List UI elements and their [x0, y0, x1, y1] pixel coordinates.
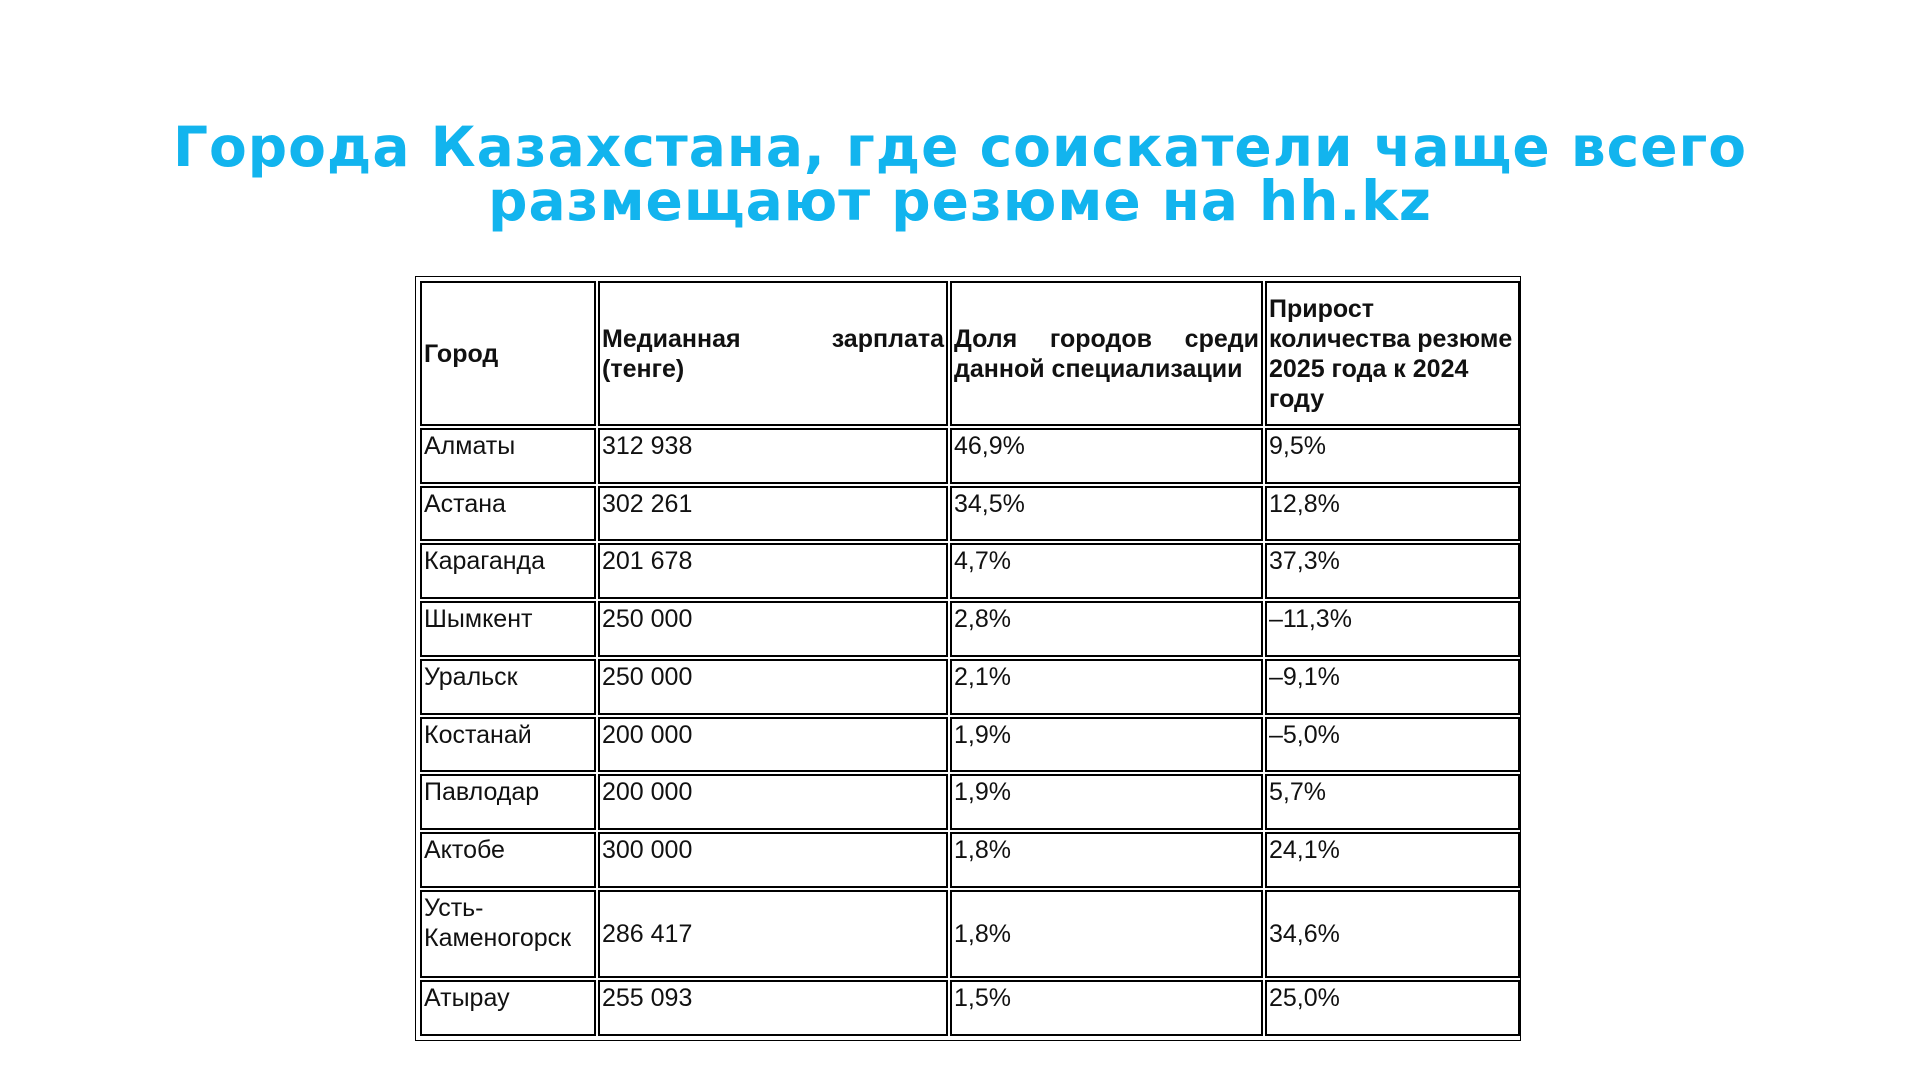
cell-share: 2,8%	[950, 601, 1263, 657]
cell-share: 2,1%	[950, 659, 1263, 715]
cell-salary: 302 261	[598, 486, 948, 542]
cell-salary: 250 000	[598, 601, 948, 657]
cell-city: Костанай	[420, 717, 596, 773]
table-row	[420, 890, 1520, 978]
cell-salary: 250 000	[598, 659, 948, 715]
cell-salary: 312 938	[598, 428, 948, 484]
cell-growth: 34,6%	[1265, 890, 1520, 978]
cell-growth: 25,0%	[1265, 980, 1520, 1036]
table-row	[420, 717, 1520, 773]
cell-growth: –5,0%	[1265, 717, 1520, 773]
cell-city: Уральск	[420, 659, 596, 715]
cell-salary: 286 417	[598, 890, 948, 978]
cities-table-frame	[415, 276, 1521, 1041]
cell-city: Астана	[420, 486, 596, 542]
cell-share: 1,9%	[950, 717, 1263, 773]
table-row	[420, 774, 1520, 830]
table-row	[420, 659, 1520, 715]
cell-city: Алматы	[420, 428, 596, 484]
cell-city: Актобе	[420, 832, 596, 888]
header-city: Город	[420, 281, 596, 426]
cell-share: 1,9%	[950, 774, 1263, 830]
cell-city: Павлодар	[420, 774, 596, 830]
page-title	[0, 115, 1920, 233]
page-title-line-2: размещают резюме на hh.kz	[488, 169, 1432, 233]
cell-city: Атырау	[420, 980, 596, 1036]
cell-salary: 255 093	[598, 980, 948, 1036]
cell-share: 4,7%	[950, 543, 1263, 599]
cell-city: Усть-Каменогорск	[420, 890, 596, 978]
table-row	[420, 543, 1520, 599]
table-row	[420, 428, 1520, 484]
cell-growth: 12,8%	[1265, 486, 1520, 542]
cell-salary: 200 000	[598, 774, 948, 830]
cell-salary: 201 678	[598, 543, 948, 599]
cell-city: Шымкент	[420, 601, 596, 657]
cell-growth: 9,5%	[1265, 428, 1520, 484]
header-median-salary: Медианная зарплата (тенге)	[598, 281, 948, 426]
cell-growth: 5,7%	[1265, 774, 1520, 830]
table-row	[420, 980, 1520, 1036]
cell-share: 1,8%	[950, 890, 1263, 978]
cities-table	[418, 279, 1522, 1038]
page-title-line-1: Города Казахстана, где соискатели чаще всего	[172, 115, 1748, 179]
table-row	[420, 601, 1520, 657]
cell-share: 1,5%	[950, 980, 1263, 1036]
table-row	[420, 832, 1520, 888]
cell-share: 46,9%	[950, 428, 1263, 484]
header-city-share: Доля городов среди данной специализации	[950, 281, 1263, 426]
header-resume-growth: Прирост количества резюме 2025 года к 2024 году	[1265, 281, 1520, 426]
cell-growth: –9,1%	[1265, 659, 1520, 715]
cell-salary: 300 000	[598, 832, 948, 888]
cell-growth: 37,3%	[1265, 543, 1520, 599]
cell-share: 1,8%	[950, 832, 1263, 888]
cell-growth: 24,1%	[1265, 832, 1520, 888]
table-header-row	[420, 281, 1520, 426]
cell-city: Караганда	[420, 543, 596, 599]
cell-share: 34,5%	[950, 486, 1263, 542]
table-row	[420, 486, 1520, 542]
cell-salary: 200 000	[598, 717, 948, 773]
cell-growth: –11,3%	[1265, 601, 1520, 657]
